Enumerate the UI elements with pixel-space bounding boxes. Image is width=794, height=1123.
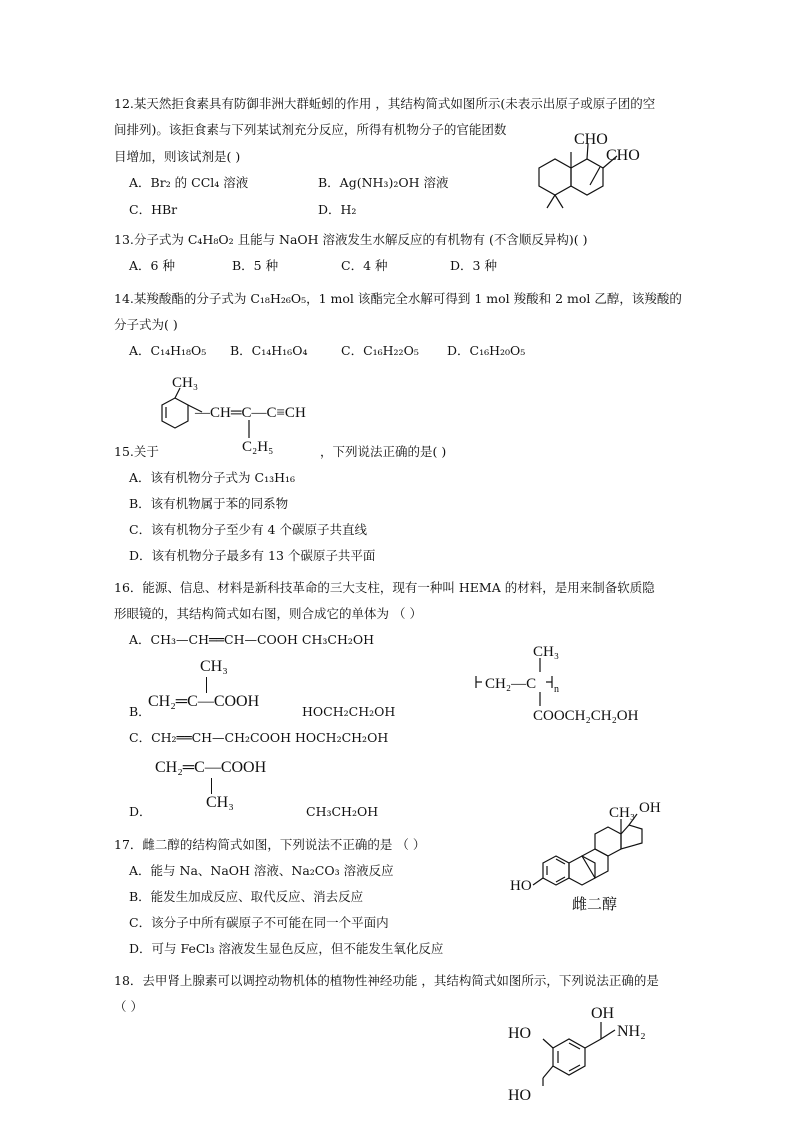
q16-stem-line2: 形眼镜的，其结构简式如右图，则合成它的单体为 （ ） xyxy=(114,606,422,621)
q15-stem-start: 15.关于 xyxy=(114,444,159,459)
q15-option-d[interactable]: D．该有机物分子最多有 13 个碳原子共平面 xyxy=(129,548,376,563)
q13-option-a[interactable]: A．6 种 xyxy=(129,258,175,273)
q16-option-b-alcohol: HOCH₂CH₂OH xyxy=(302,704,396,719)
q16-option-d-bond xyxy=(211,778,212,794)
q12-option-a[interactable]: A．Br₂ 的 CCl₄ 溶液 xyxy=(129,175,249,190)
q16-option-b-label[interactable]: B． xyxy=(129,704,151,719)
q13-stem: 13.分子式为 C₄H₈O₂ 且能与 NaOH 溶液发生水解反应的有机物有 (不含顺反异构)( ) xyxy=(114,232,588,247)
q18-oh-label: OH xyxy=(591,1005,615,1022)
q13-option-c[interactable]: C．4 种 xyxy=(341,258,388,273)
q16-option-d-ch3: CH₃ xyxy=(206,794,234,811)
q15-option-b[interactable]: B．该有机物属于苯的同系物 xyxy=(129,496,289,511)
q17-estradiol-diagram xyxy=(505,800,685,915)
q12-option-c[interactable]: C．HBr xyxy=(129,202,178,217)
q14-option-a[interactable]: A．C₁₄H₁₈O₅ xyxy=(129,343,207,358)
q14-stem-line1: 14.某羧酸酯的分子式为 C₁₈H₂₆O₅，1 mol 该酯完全水解可得到 1 mol 羧酸和 2 mol 乙醇，该羧酸的 xyxy=(114,291,682,306)
q15-stem-end: ，下列说法正确的是( ) xyxy=(320,444,447,459)
q12-structure-diagram xyxy=(525,130,655,215)
q18-nh2-label: NH₂ xyxy=(617,1023,646,1040)
q12-cho-label-1: CHO xyxy=(574,131,608,148)
q18-norepinephrine-diagram xyxy=(505,1000,675,1110)
q18-stem-line2: （ ） xyxy=(114,999,143,1014)
q17-compound-name: 雌二醇 xyxy=(572,897,618,913)
q13-option-d[interactable]: D．3 种 xyxy=(450,258,497,273)
q16-polymer-side: COOCH₂CH₂OH xyxy=(533,708,639,724)
q17-ho-label: HO xyxy=(510,878,532,894)
q16-option-d-label[interactable]: D． xyxy=(129,804,152,819)
q16-polymer-ch3: CH₃ xyxy=(533,644,560,660)
q14-stem-line2: 分子式为( ) xyxy=(114,317,178,332)
q17-ch3-label: CH₃ xyxy=(609,805,636,821)
q12-stem-line3: 目增加，则该试剂是( ) xyxy=(114,149,241,164)
q16-polymer-n: n xyxy=(554,684,559,695)
q18-ho-top-label: HO xyxy=(508,1025,532,1042)
q12-option-d[interactable]: D．H₂ xyxy=(318,202,357,217)
q16-stem-line1: 16．能源、信息、材料是新科技革命的三大支柱，现有一种叫 HEMA 的材料，是用来制备软质隐 xyxy=(114,580,655,595)
q15-ch3-label: CH₃ xyxy=(172,375,199,391)
q16-polymer-main: CH₂—C xyxy=(485,676,537,692)
q15-c2h5-label: C₂H₅ xyxy=(242,439,274,455)
q15-structure-diagram xyxy=(155,370,335,455)
q12-stem-line1: 12.某天然拒食素具有防御非洲大群蚯蚓的作用 ，其结构简式如图所示(未表示出原子或原子团的空 xyxy=(114,96,656,111)
q15-option-c[interactable]: C．该有机物分子至少有 4 个碳原子共直线 xyxy=(129,522,367,537)
q16-option-b-ch3: CH₃ xyxy=(200,658,228,675)
q16-polymer-diagram xyxy=(470,640,670,725)
q14-option-d[interactable]: D．C₁₆H₂₀O₅ xyxy=(447,343,526,358)
q17-option-b[interactable]: B．能发生加成反应、取代反应、消去反应 xyxy=(129,889,364,904)
q18-stem-line1: 18．去甲肾上腺素可以调控动物机体的植物性神经功能 ，其结构简式如图所示，下列说法正确的是 xyxy=(114,973,659,988)
q15-chain-label: —CH═C—C≡CH xyxy=(195,405,306,421)
q14-option-b[interactable]: B．C₁₄H₁₆O₄ xyxy=(230,343,308,358)
q12-option-b[interactable]: B．Ag(NH₃)₂OH 溶液 xyxy=(318,175,449,190)
q15-option-a[interactable]: A．该有机物分子式为 C₁₃H₁₆ xyxy=(129,470,296,485)
q16-option-c[interactable]: C．CH₂══CH—CH₂COOH HOCH₂CH₂OH xyxy=(129,730,389,745)
q16-option-b-formula: CH₂═C—COOH xyxy=(148,693,260,710)
q17-option-c[interactable]: C．该分子中所有碳原子不可能在同一个平面内 xyxy=(129,915,389,930)
q17-stem: 17．雌二醇的结构简式如图，下列说法不正确的是 （ ） xyxy=(114,837,426,852)
q12-cho-label-2: CHO xyxy=(606,147,640,164)
q13-option-b[interactable]: B．5 种 xyxy=(232,258,279,273)
q16-option-d-alcohol: CH₃CH₂OH xyxy=(306,804,379,819)
q12-stem-line2: 间排列)。该拒食素与下列某试剂充分反应，所得有机物分子的官能团数 xyxy=(114,122,507,137)
q17-option-d[interactable]: D．可与 FeCl₃ 溶液发生显色反应，但不能发生氧化反应 xyxy=(129,941,444,956)
q16-option-b-bond xyxy=(206,677,207,693)
q16-option-d-formula: CH₂═C—COOH xyxy=(155,759,267,776)
q16-option-a[interactable]: A．CH₃—CH══CH—COOH CH₃CH₂OH xyxy=(129,632,375,647)
q17-oh-label: OH xyxy=(639,800,661,816)
q14-option-c[interactable]: C．C₁₆H₂₂O₅ xyxy=(341,343,419,358)
q18-ho-bottom-label: HO xyxy=(508,1087,532,1104)
q17-option-a[interactable]: A．能与 Na、NaOH 溶液、Na₂CO₃ 溶液反应 xyxy=(129,863,394,878)
